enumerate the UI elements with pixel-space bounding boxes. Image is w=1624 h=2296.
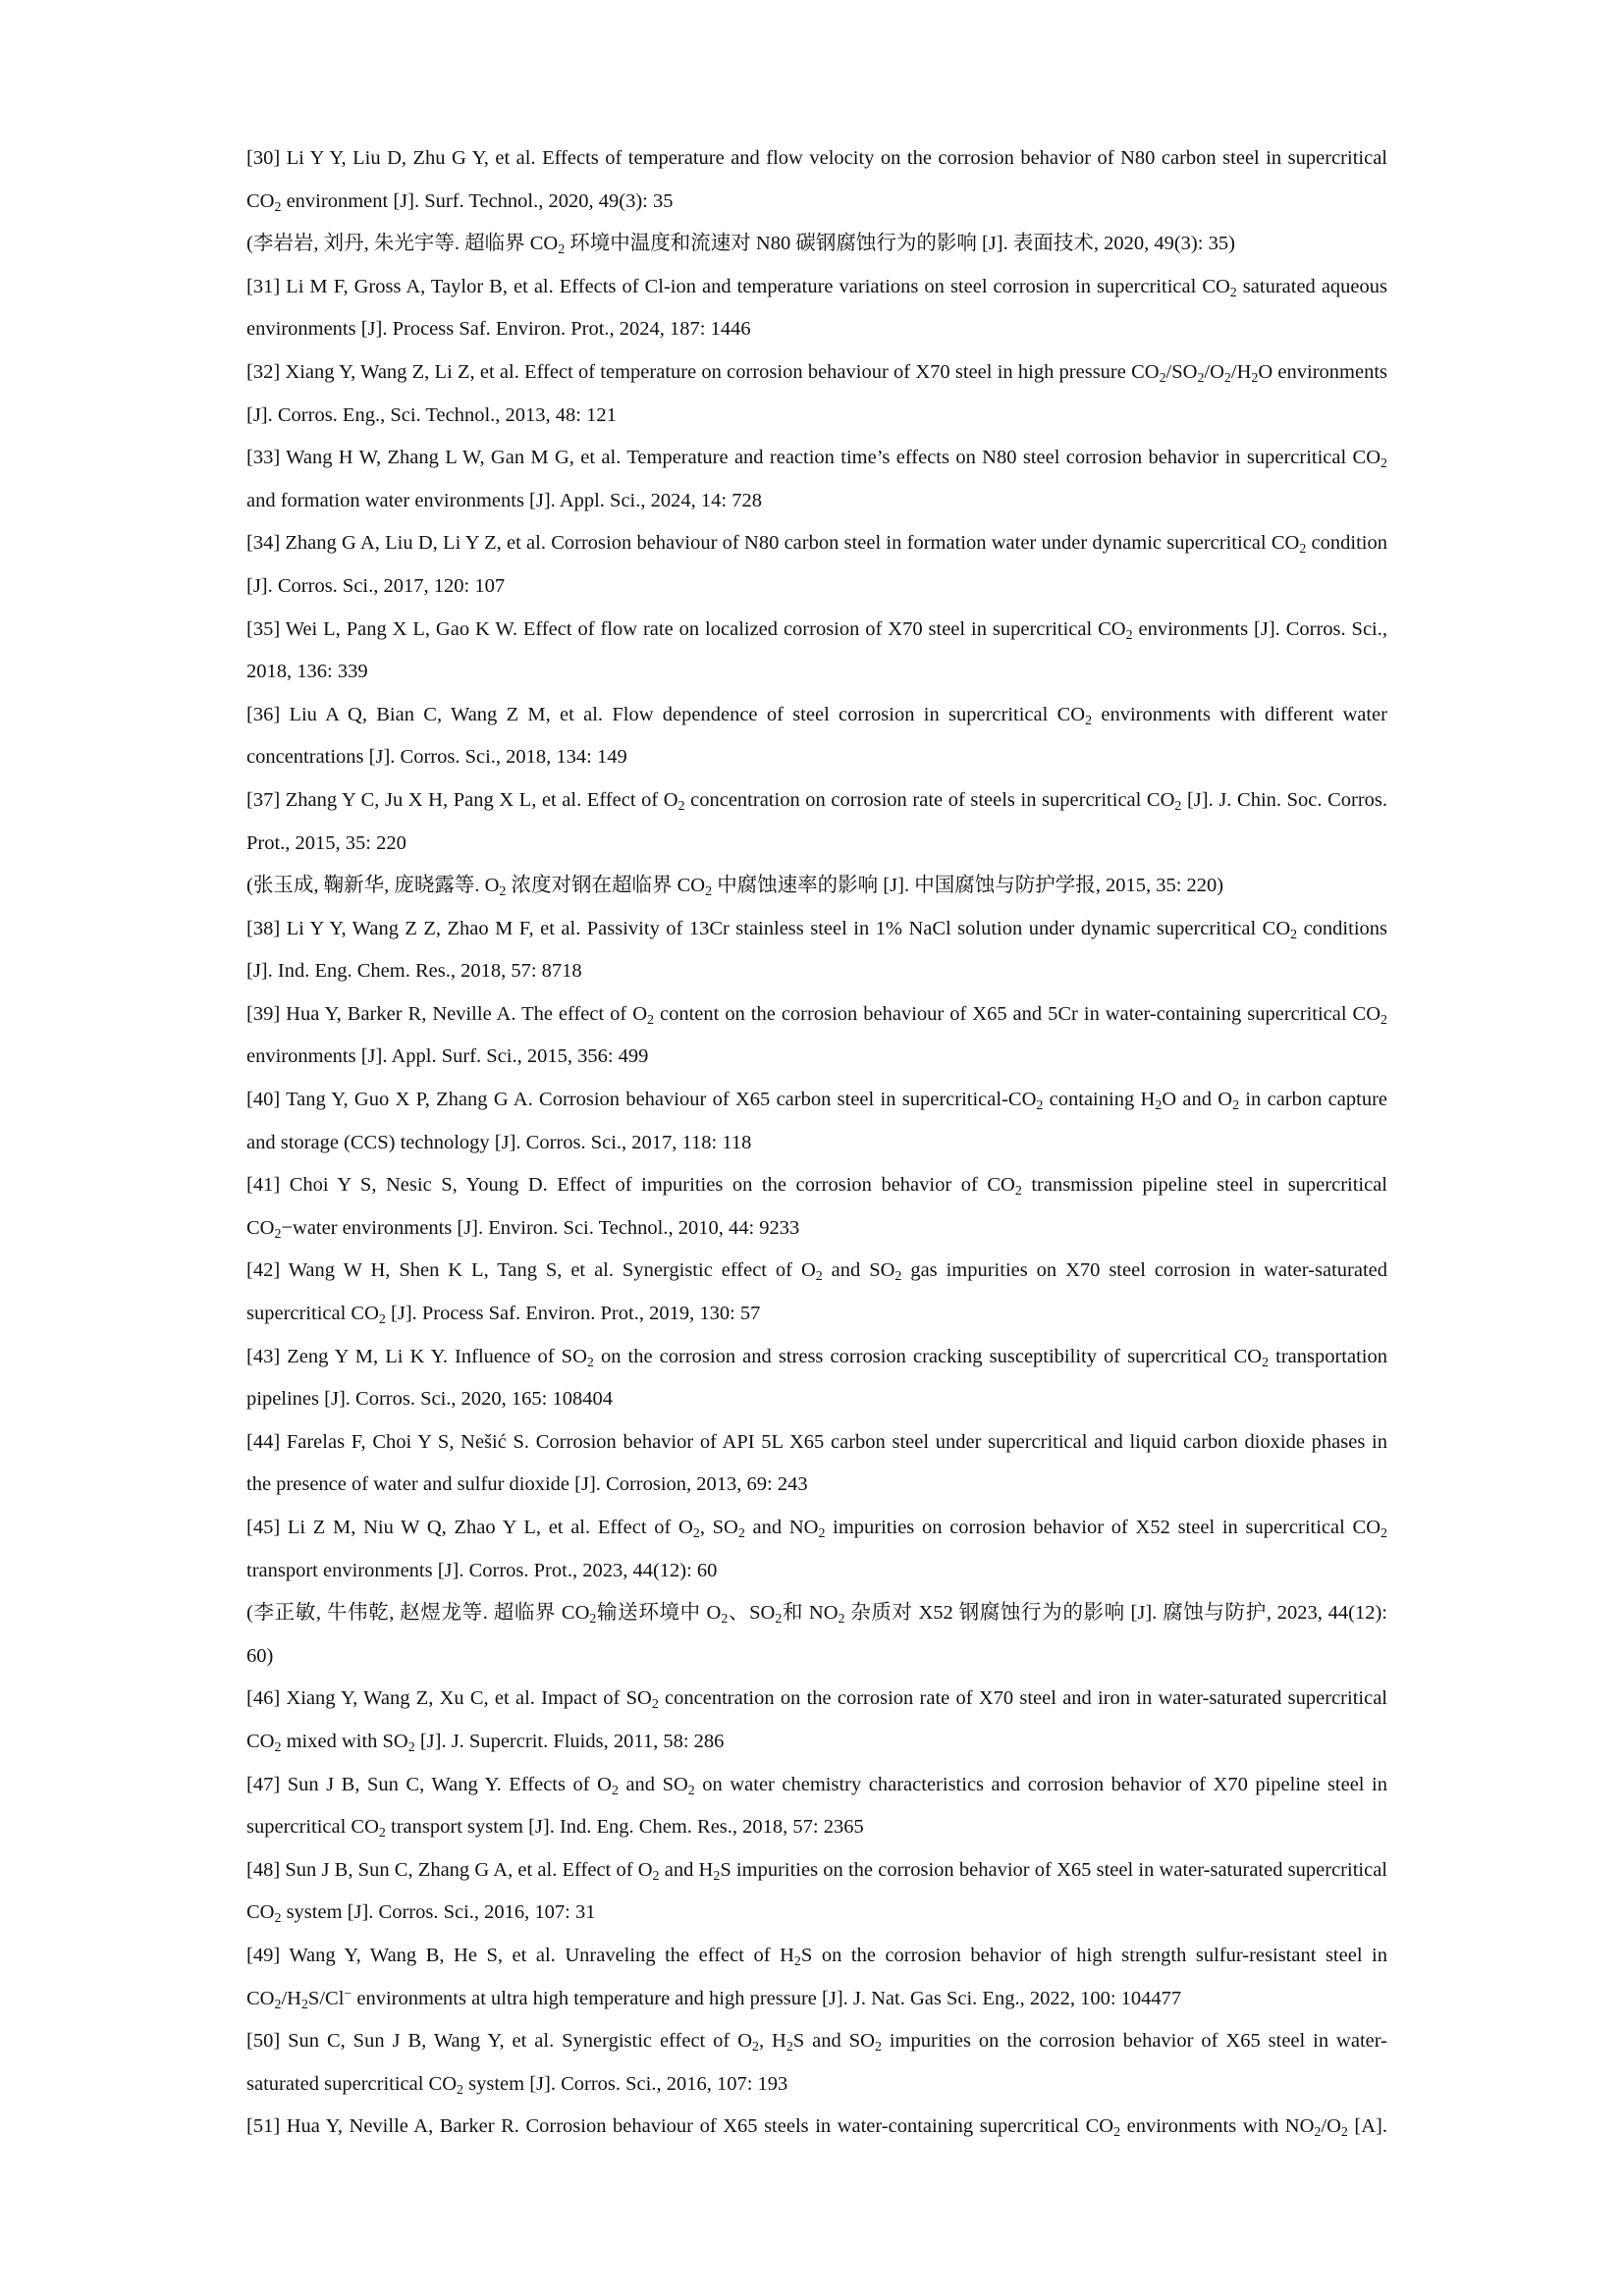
reference-list [246, 137, 1387, 2149]
reference-line: [42] Wang W H, Shen K L, Tang S, et al. Synergistic effect of $O_2$ and $SO_2$ gas impurities on X70 steel corrosion in water-saturated [246, 1259, 1388, 1285]
reference-line: (李正敏, 牛伟乾, 赵煜龙等. 超临界 $CO_2$输送环境中 $O_2$、$SO_2$和 $NO_2$ 杂质对 X52 钢腐蚀行为的影响 [J]. 腐蚀与防护, 2023, 44(12): [246, 1602, 1387, 1628]
reference-line: Prot., 2015, 35: 220 [246, 831, 406, 854]
reference-line: [45] Li Z M, Niu W Q, Zhao Y L, et al. Effect of $O_2$, $SO_2$ and $NO_2$ impurities on corrosion behavior of X52 steel in supercritical $CO_2$ [246, 1517, 1387, 1541]
reference-line: [46] Xiang Y, Wang Z, Xu C, et al. Impact of $SO_2$ concentration on the corrosion rate of X70 steel and iron in water-saturated supercritical [246, 1687, 1387, 1713]
reference-line: $CO_2-water$ environments [J]. Environ. Sci. Technol., 2010, 44: 9233 [246, 1216, 800, 1242]
reference-line: [36] Liu A Q, Bian C, Wang Z M, et al. Flow dependence of steel corrosion in supercritical $CO_2$ environments with different water [246, 703, 1387, 728]
reference-line: 60) [246, 1644, 274, 1667]
reference-line: [33] Wang H W, Zhang L W, Gan M G, et al. Temperature and reaction time’s effects on N80 steel corrosion behavior in supercritical $CO_2$ [246, 447, 1387, 472]
reference-line: 2018, 136: 339 [246, 661, 368, 683]
reference-line: [30] Li Y Y, Liu D, Zhu G Y, et al. Effects of temperature and flow velocity on the corrosion behavior of N80 carbon steel in supercritical [246, 147, 1387, 169]
reference-line: (李岩岩, 刘丹, 朱光宇等. 超临界 $CO_2$ 环境中温度和流速对 N80 碳钢腐蚀行为的影响 [J]. 表面技术, 2020, 49(3): 35) [246, 233, 1235, 258]
reference-line: $CO_2$ system [J]. Corros. Sci., 2016, 107: 31 [246, 1901, 596, 1927]
reference-line: and storage (CCS) technology [J]. Corros. Sci., 2017, 118: 118 [246, 1131, 752, 1153]
reference-line: [J]. Corros. Sci., 2017, 120: 107 [246, 574, 506, 597]
reference-line: [44] Farelas F, Choi Y S, Nešić S. Corrosion behavior of API 5L X65 carbon steel under supercritical and liquid carbon dioxide phases in [246, 1430, 1387, 1453]
reference-line: (张玉成, 鞠新华, 庞晓露等. $O_2$ 浓度对钢在超临界 $CO_2$ 中腐蚀速率的影响 [J]. 中国腐蚀与防护学报, 2015, 35: 220) [246, 875, 1224, 899]
reference-line: [51] Hua Y, Neville A, Barker R. Corrosion behaviour of X65 steels in water-containing supercritical $CO_2$ environments with $NO_2/O_2$ [A]. [246, 2115, 1387, 2141]
reference-line: [39] Hua Y, Barker R, Neville A. The effect of $O_2$ content on the corrosion behaviour of X65 and 5Cr in water-containing supercritical $CO_2$ [246, 1002, 1387, 1028]
reference-line: [34] Zhang G A, Liu D, Li Y Z, et al. Corrosion behaviour of N80 carbon steel in formation water under dynamic supercritical $CO_2$ condition [246, 532, 1387, 558]
reference-line: supercritical $CO_2$ transport system [J]. Ind. Eng. Chem. Res., 2018, 57: 2365 [246, 1816, 864, 1842]
reference-line: transport environments [J]. Corros. Prot., 2023, 44(12): 60 [246, 1559, 718, 1581]
reference-line: [48] Sun J B, Sun C, Zhang G A, et al. Effect of $O_2$ and $H_2S$ impurities on the corrosion behavior of X65 steel in water-saturated supercritical [246, 1858, 1387, 1884]
reference-line: [J]. Ind. Eng. Chem. Res., 2018, 57: 8718 [246, 960, 582, 983]
reference-line: pipelines [J]. Corros. Sci., 2020, 165: 108404 [246, 1388, 613, 1411]
reference-line: [49] Wang Y, Wang B, He S, et al. Unraveling the effect of $H_2S$ on the corrosion behavior of high strength sulfur-resistant steel in [246, 1944, 1388, 1969]
reference-line: $CO_2/H_2S/Cl^-$ environments at ultra high temperature and high pressure [J]. J. Nat. Gas Sci. Eng., 2022, 100: 104477 [246, 1986, 1182, 2012]
reference-line: [43] Zeng Y M, Li K Y. Influence of $SO_2$ on the corrosion and stress corrosion cracking susceptibility of supercritical $CO_2$ transportation [246, 1345, 1387, 1370]
reference-line: [35] Wei L, Pang X L, Gao K W. Effect of flow rate on localized corrosion of X70 steel in supercritical $CO_2$ environments [J]. Corros. Sci., [246, 617, 1387, 643]
reference-line: environments [J]. Process Saf. Environ. Prot., 2024, 187: 1446 [246, 318, 751, 341]
reference-line: $CO_2$ mixed with $SO_2$ [J]. J. Supercrit. Fluids, 2011, 58: 286 [246, 1730, 725, 1755]
reference-line: supercritical $CO_2$ [J]. Process Saf. Environ. Prot., 2019, 130: 57 [246, 1303, 761, 1327]
reference-line: $CO_2$ environment [J]. Surf. Technol., 2020, 49(3): 35 [246, 189, 674, 215]
reference-line: the presence of water and sulfur dioxide [J]. Corrosion, 2013, 69: 243 [246, 1473, 808, 1496]
reference-line: [50] Sun C, Sun J B, Wang Y, et al. Synergistic effect of $O_2$, $H_2S$ and $SO_2$ impurities on the corrosion behavior of X65 steel in water- [246, 2030, 1388, 2056]
reference-line: concentrations [J]. Corros. Sci., 2018, 134: 149 [246, 746, 627, 769]
reference-line: [47] Sun J B, Sun C, Wang Y. Effects of $O_2$ and $SO_2$ on water chemistry characteristics and corrosion behavior of X70 pipeline steel in [246, 1773, 1387, 1798]
reference-line: [37] Zhang Y C, Ju X H, Pang X L, et al. Effect of $O_2$ concentration on corrosion rate of steels in supercritical $CO_2$ [J]. J. Chin. Soc. Corros. [246, 788, 1387, 814]
reference-line: [38] Li Y Y, Wang Z Z, Zhao M F, et al. Passivity of 13Cr stainless steel in 1% NaCl solution under dynamic supercritical $CO_2$ conditions [246, 917, 1388, 942]
reference-line: [32] Xiang Y, Wang Z, Li Z, et al. Effect of temperature on corrosion behaviour of X70 steel in high pressure $CO_2/SO_2/O_2/H_2O$ environments [246, 360, 1387, 386]
reference-line: [41] Choi Y S, Nesic S, Young D. Effect of impurities on the corrosion behavior of $CO_2$ transmission pipeline steel in supercritical [246, 1174, 1387, 1200]
reference-line: environments [J]. Appl. Surf. Sci., 2015, 356: 499 [246, 1045, 649, 1068]
reference-line: [40] Tang Y, Guo X P, Zhang G A. Corrosion behaviour of X65 carbon steel in supercritical-$CO_2$ containing $H_2O$ and $O_2$ in carbon capture [246, 1089, 1388, 1113]
reference-line: [J]. Corros. Eng., Sci. Technol., 2013, 48: 121 [246, 403, 617, 426]
reference-line: and formation water environments [J]. Appl. Sci., 2024, 14: 728 [246, 489, 762, 511]
reference-line: saturated supercritical $CO_2$ system [J]. Corros. Sci., 2016, 107: 193 [246, 2072, 788, 2098]
reference-line: [31] Li M F, Gross A, Taylor B, et al. Effects of Cl-ion and temperature variations on steel corrosion in supercritical $CO_2$ saturated aqueous [246, 275, 1387, 300]
